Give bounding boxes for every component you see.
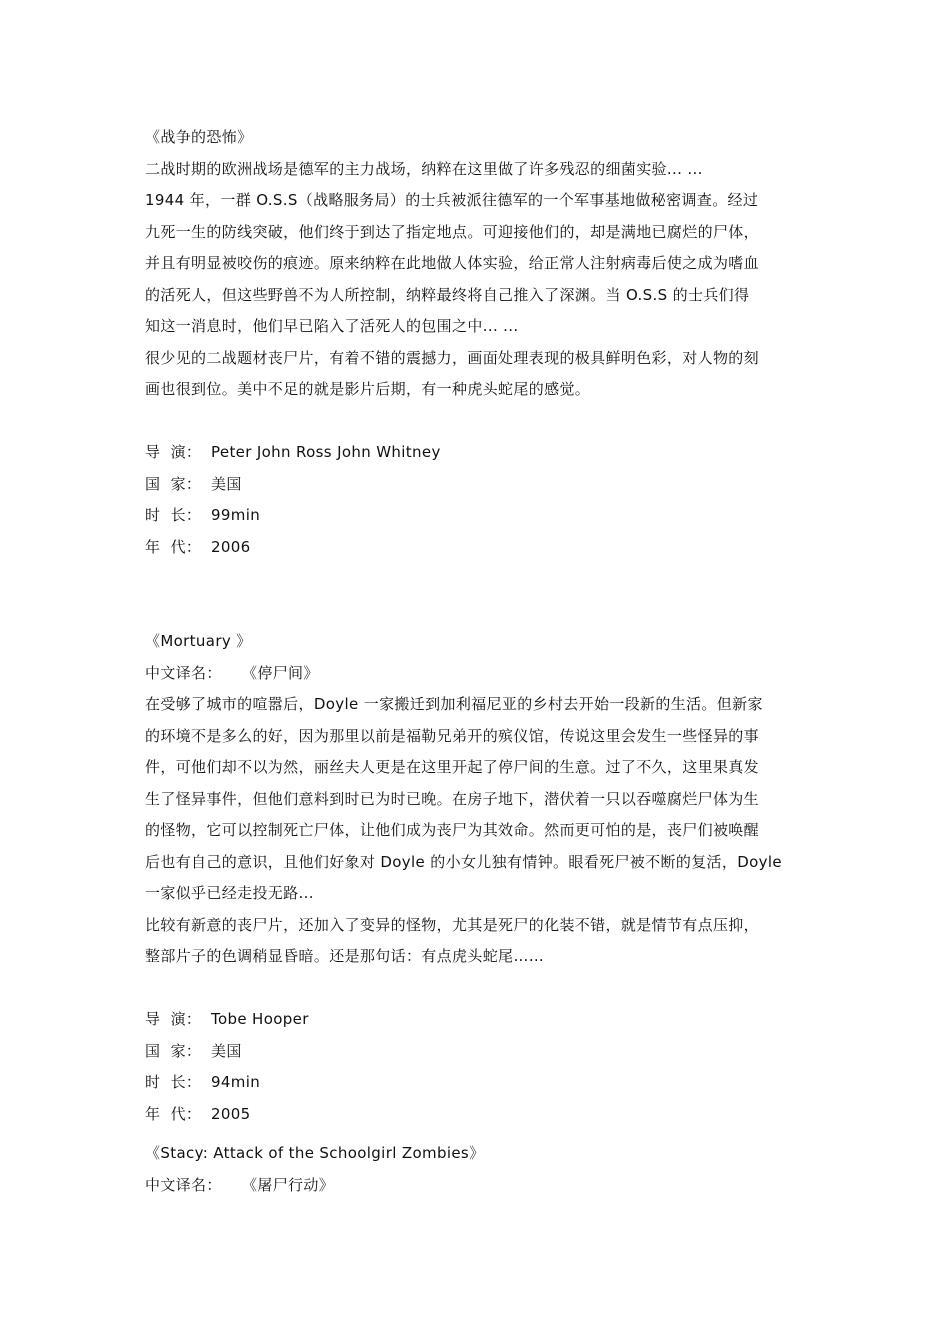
translated-title-row	[145, 1170, 815, 1202]
meta-value: 美国	[211, 474, 242, 493]
movie-title: 《战争的恐怖》	[145, 128, 253, 146]
meta-label: 国 家：	[145, 474, 202, 493]
paragraph-line: 的怪物，它可以控制死亡尸体，让他们成为丧尸为其效命。然而更可怕的是，丧尸们被唤醒	[145, 821, 760, 839]
paragraph-line: 整部片子的色调稍显昏暗。还是那句话：有点虎头蛇尾……	[145, 947, 545, 965]
meta-value: 94min	[211, 1073, 261, 1091]
paragraph-line: 知这一消息时，他们早已陷入了活死人的包围之中... ...	[145, 317, 519, 335]
meta-label: 时 长：	[145, 506, 202, 524]
translated-title: 《停尸间》	[242, 663, 319, 682]
translated-title-row	[145, 658, 815, 690]
paragraph-line: 画也很到位。美中不足的就是影片后期，有一种虎头蛇尾的感觉。	[145, 380, 591, 398]
paragraph-line: 一家似乎已经走投无路...	[145, 884, 314, 902]
paragraph-line: 在受够了城市的喧嚣后，Doyle 一家搬迁到加利福尼亚的乡村去开始一段新的生活。但新家	[145, 695, 763, 713]
paragraph-line: 二战时期的欧洲战场是德军的主力战场，纳粹在这里做了许多残忍的细菌实验... ...	[145, 159, 703, 178]
meta-value: Tobe Hooper	[211, 1010, 309, 1028]
paragraph-line: 生了怪异事件，但他们意料到时已为时已晚。在房子地下，潜伏着一只以吞噬腐烂尸体为生	[145, 789, 760, 808]
translated-label: 中文译名：	[145, 1175, 222, 1194]
translated-title: 《屠尸行动》	[242, 1175, 335, 1194]
meta-label: 年 代：	[145, 1104, 202, 1123]
meta-label: 导 演：	[145, 1010, 202, 1028]
movie-title: 《Mortuary 》	[145, 632, 252, 650]
paragraph-line: 1944 年，一群 O.S.S（战略服务局）的士兵被派往德军的一个军事基地做秘密调查。经过	[145, 191, 759, 209]
director-row	[145, 437, 815, 469]
meta-value: 美国	[211, 1041, 242, 1060]
duration-row	[145, 1067, 815, 1099]
meta-value: Peter John Ross John Whitney	[211, 443, 441, 461]
meta-label: 年 代：	[145, 537, 202, 556]
meta-value: 99min	[211, 506, 261, 524]
paragraph-line: 的环境不是多么的好，因为那里以前是福勒兄弟开的殡仪馆，传说这里会发生一些怪异的事	[145, 726, 760, 745]
meta-value: 2006	[211, 537, 251, 556]
paragraph-line: 比较有新意的丧尸片，还加入了变异的怪物，尤其是死尸的化装不错，就是情节有点压抑，	[145, 915, 760, 934]
paragraph-line: 的活死人，但这些野兽不为人所控制，纳粹最终将自己推入了深渊。当 O.S.S 的士兵们得	[145, 285, 750, 304]
paragraph-line: 并且有明显被咬伤的痕迹。原来纳粹在此地做人体实验，给正常人注射病毒后使之成为嗜血	[145, 254, 760, 272]
year-row	[145, 1099, 815, 1131]
meta-label: 国 家：	[145, 1041, 202, 1060]
movie-section-2	[145, 626, 815, 1130]
movie-section-1	[145, 122, 815, 563]
meta-value: 2005	[211, 1104, 251, 1123]
paragraph-line: 后也有自己的意识，且他们好象对 Doyle 的小女儿独有情钟。眼看死尸被不断的复活，Doyle	[145, 852, 782, 871]
paragraph-line: 九死一生的防线突破，他们终于到达了指定地点。可迎接他们的，却是满地已腐烂的尸体，	[145, 222, 760, 241]
paragraph-line: 件，可他们却不以为然，丽丝夫人更是在这里开起了停尸间的生意。过了不久，这里果真发	[145, 758, 760, 776]
translated-label: 中文译名：	[145, 663, 222, 682]
document-page	[145, 122, 815, 1201]
country-row	[145, 1036, 815, 1068]
year-row	[145, 532, 815, 564]
country-row	[145, 469, 815, 501]
movie-title: 《Stacy: Attack of the Schoolgirl Zombies》	[145, 1144, 485, 1162]
meta-label: 时 长：	[145, 1073, 202, 1091]
meta-label: 导 演：	[145, 443, 202, 461]
duration-row	[145, 500, 815, 532]
paragraph-line: 很少见的二战题材丧尸片，有着不错的震撼力，画面处理表现的极具鲜明色彩，对人物的刻	[145, 348, 760, 367]
movie-section-3	[145, 1138, 815, 1201]
director-row	[145, 1004, 815, 1036]
